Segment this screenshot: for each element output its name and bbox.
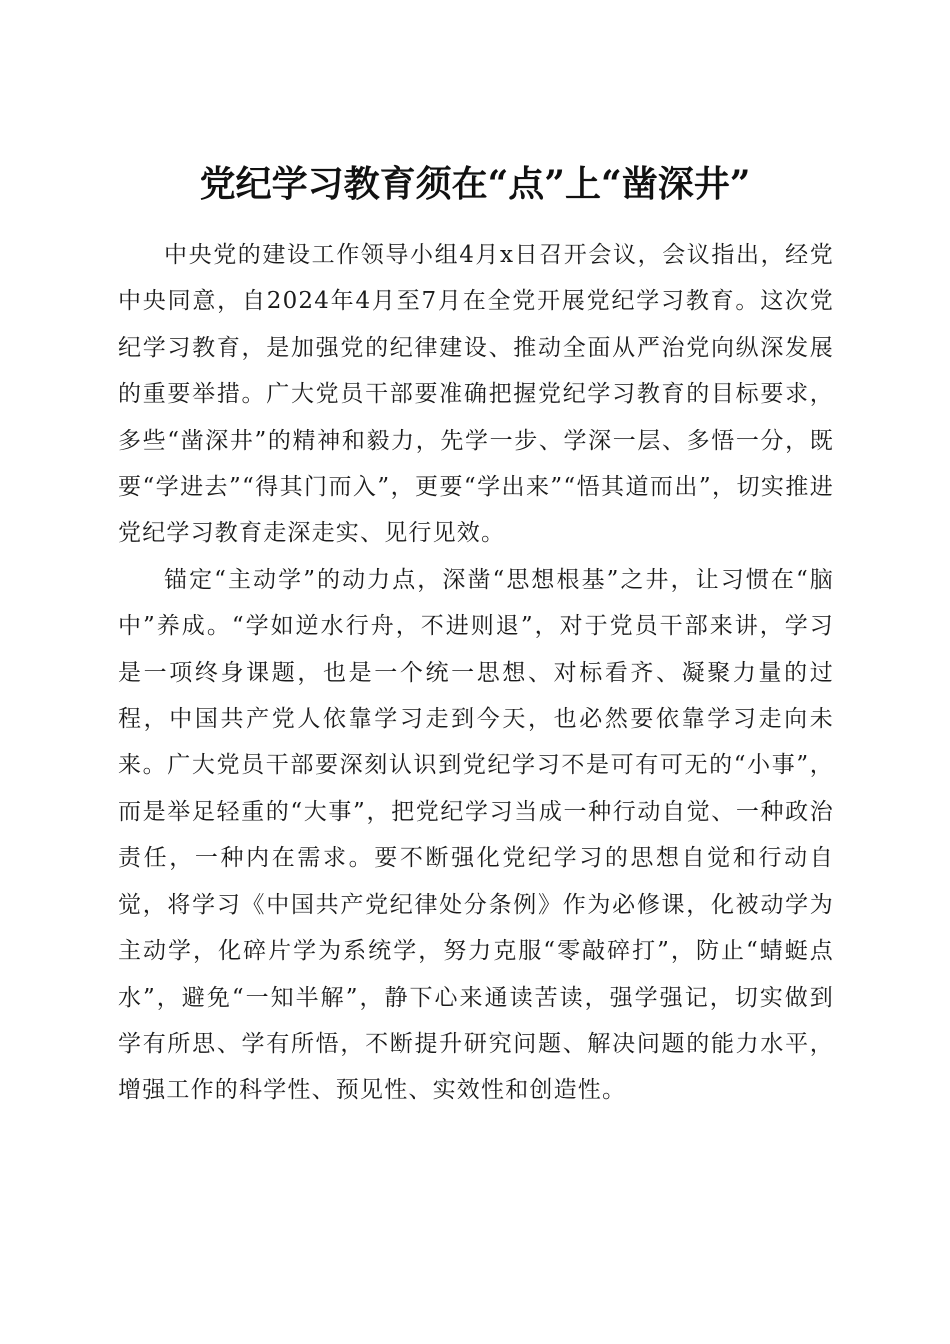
paragraph-1: 中央党的建设工作领导小组4月x日召开会议，会议指出，经党中央同意，自2024年4月至7月在全党开展党纪学习教育。这次党纪学习教育，是加强党的纪律建设、推动全面从严治党向纵深发展的重要举措。广大党员干部要准确把握党纪学习教育的目标要求，多些“凿深井”的精神和毅力，先学一步、学深一层、多悟一分，既要“学进去”“得其门而入”，更要“学出来”“悟其道而出”，切实推进党纪学习教育走深走实、见行见效。 xyxy=(118,242,834,547)
document-title: 党纪学习教育须在“点”上“凿深井” xyxy=(199,163,751,206)
document-body xyxy=(118,232,834,1114)
paragraph-2: 锚定“主动学”的动力点，深凿“思想根基”之井，让习惯在“脑中”养成。“学如逆水行舟，不进则退”，对于党员干部来讲，学习是一项终身课题，也是一个统一思想、对标看齐、凝聚力量的过程，中国共产党人依靠学习走到今天，也必然要依靠学习走向未来。广大党员干部要深刻认识到党纪学习不是可有可无的“小事”，而是举足轻重的“大事”，把党纪学习当成一种行动自觉、一种政治责任，一种内在需求。要不断强化党纪学习的思想自觉和行动自觉，将学习《中国共产党纪律处分条例》作为必修课，化被动学为主动学，化碎片学为系统学，努力克服“零敲碎打”，防止“蜻蜓点水”，避免“一知半解”，静下心来通读苦读，强学强记，切实做到学有所思、学有所悟，不断提升研究问题、解决问题的能力水平，增强工作的科学性、预见性、实效性和创造性。 xyxy=(118,566,834,1104)
